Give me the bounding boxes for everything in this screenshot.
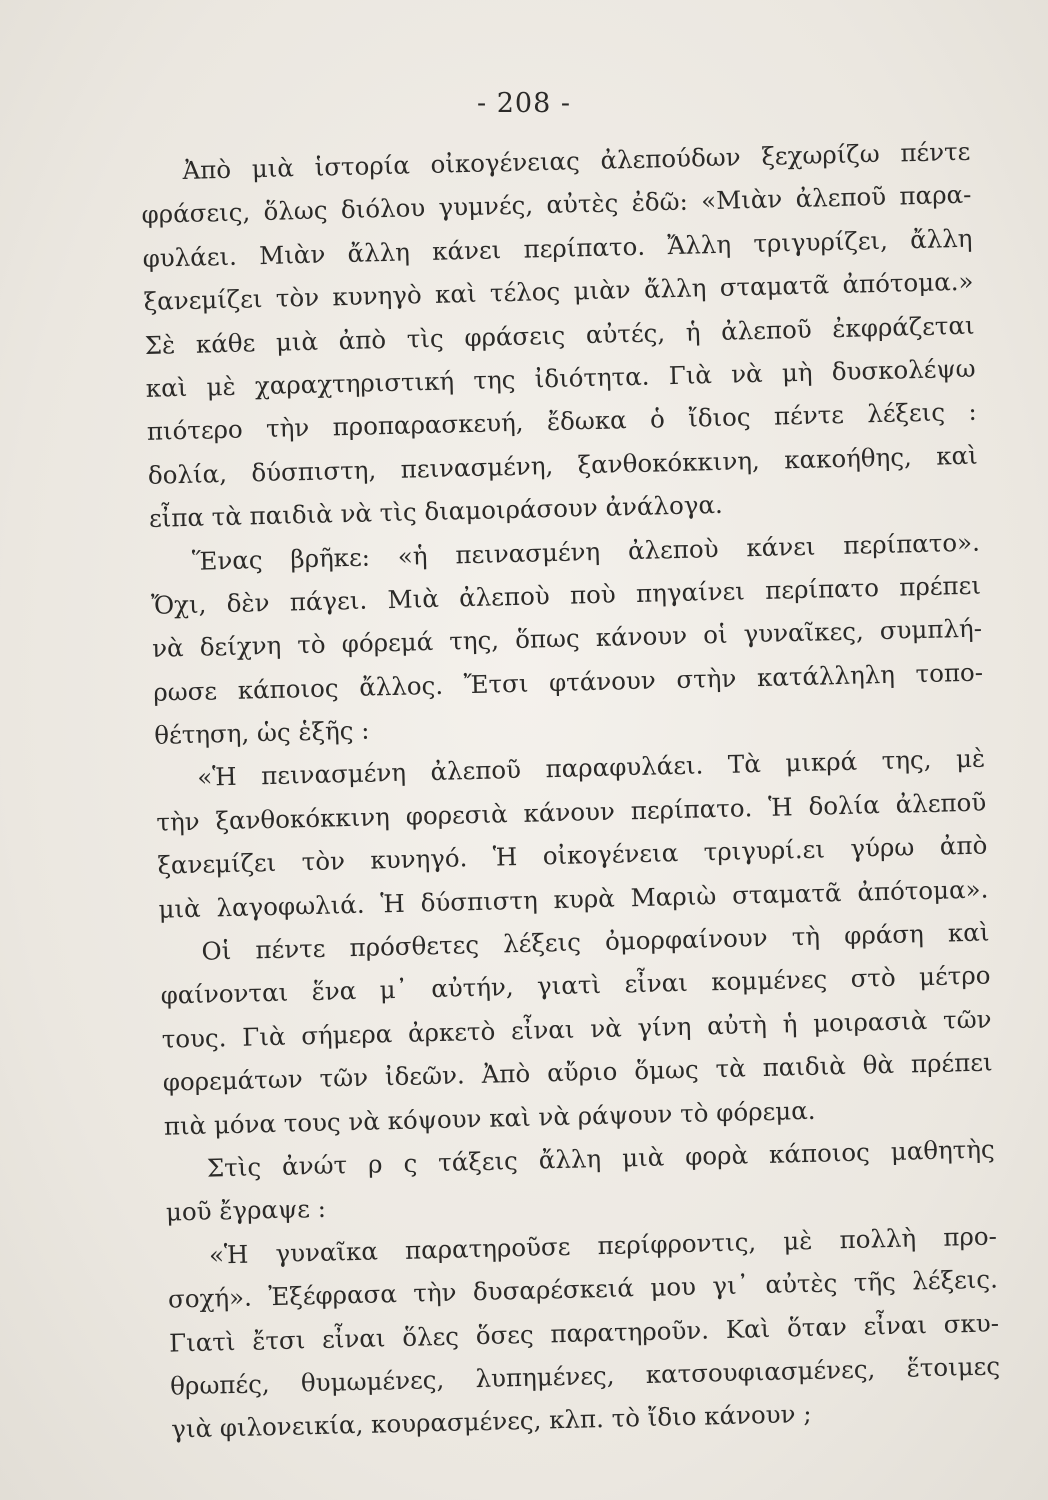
text-line: ρωσε κάποιος ἄλλος. Ἔτσι φτάνουν στὴν κατάλληλη τοπο- <box>152 657 984 707</box>
text-line: φυλάει. Μιὰν ἄλλη κάνει περίπατο. Ἄλλη τριγυρίζει, ἄλλη <box>142 223 973 273</box>
text-line: Ἀπὸ μιὰ ἱστορία οἰκογένειας ἀλεπούδων ξεχωρίζω πέντε <box>182 136 971 185</box>
text-line: Ἕνας βρῆκε: «ἡ πεινασμένη ἀλεποὺ κάνει περίπατο». <box>191 527 981 576</box>
text-line: ξανεμίζει τὸν κυνηγὸ καὶ τέλος μιὰν ἄλλη σταματᾶ ἀπότομα.» <box>143 266 974 317</box>
text-line: φράσεις, ὅλως διόλου γυμνές, αὐτὲς ἐδῶ: «Μιὰν ἀλεποῦ παρα- <box>141 180 972 230</box>
text-line: Οἱ πέντε πρόσθετες λέξεις ὀμορφαίνουν τὴ φράση καὶ <box>201 917 990 966</box>
text-line: ξανεμίζει τὸν κυνηγό. Ἡ οἰκογένεια τριγυρί.ει γύρω ἀπὸ <box>157 830 988 881</box>
text-line: «Ἡ πεινασμένη ἀλεποῦ παραφυλάει. Τὰ μικρά της, μὲ <box>197 744 986 793</box>
text-line: πιότερο τὴν προπαρασκευή, ἔδωκα ὁ ἴδιος πέντε λέξεις : <box>146 396 977 447</box>
page-number: - 208 - <box>477 88 571 119</box>
text-line: θέτηση, ὡς ἑξῆς : <box>153 715 370 750</box>
text-line: γιὰ φιλονεικία, κουρασμένες, κλπ. τὸ ἴδιο κάνουν ; <box>170 1399 812 1444</box>
text-line: Ὄχι, δὲν πάγει. Μιὰ ἀλεποὺ ποὺ πηγαίνει περίπατο πρέπει <box>150 570 982 620</box>
text-line: Στὶς ἀνώτ ρ ς τάξεις ἄλλη μιὰ φορὰ κάποιος μαθητὴς <box>206 1134 996 1183</box>
body-text <box>140 130 1002 1452</box>
text-line: μιὰ λαγοφωλιά. Ἡ δύσπιστη κυρὰ Μαριὼ σταματᾶ ἀπότομα». <box>158 874 989 924</box>
text-line: πιὰ μόνα τους νὰ κόψουν καὶ νὰ ράψουν τὸ φόρεμα. <box>163 1095 816 1141</box>
text-line: τὴν ξανθοκόκκινη φορεσιὰ κάνουν περίπατο. Ἡ δολία ἀλεποῦ <box>156 787 987 837</box>
text-line: νὰ δείχνη τὸ φόρεμά της, ὅπως κάνουν οἱ γυναῖκες, συμπλή- <box>151 613 983 664</box>
text-line: δολία, δύσπιστη, πεινασμένη, ξανθοκόκκινη, κακοήθης, καὶ <box>147 440 979 490</box>
text-line: τους. Γιὰ σήμερα ἀρκετὸ εἶναι νὰ γίνη αὐτὴ ἡ μοιρασιὰ τῶν <box>161 1004 992 1054</box>
text-line: καὶ μὲ χαραχτηριστική της ἰδιότητα. Γιὰ νὰ μὴ δυσκολέψω <box>145 353 976 403</box>
text-line: φαίνονται ἕνα μ᾽ αὐτήν, γιατὶ εἶναι κομμένες στὸ μέτρο <box>160 960 991 1011</box>
text-line: εἶπα τὰ παιδιὰ νὰ τὶς διαμοιράσουν ἀνάλογα. <box>148 489 724 534</box>
text-line: «Ἡ γυναῖκα παρατηροῦσε περίφροντις, μὲ πολλὴ προ- <box>208 1221 998 1270</box>
text-line: μοῦ ἔγραψε : <box>165 1194 327 1228</box>
text-line: σοχή». Ἐξέφρασα τὴν δυσαρέσκειά μου γι᾽ αὐτὲς τῆς λέξεις. <box>167 1264 999 1314</box>
text-line: Γιατὶ ἔτσι εἶναι ὅλες ὅσες παρατηροῦν. Καὶ ὅταν εἶναι σκυ- <box>168 1307 1000 1358</box>
text-line: θρωπές, θυμωμένες, λυπημένες, κατσουφιασμένες, ἕτοιμες <box>169 1351 1001 1401</box>
text-line: φορεμάτων τῶν ἰδεῶν. Ἀπὸ αὔριο ὅμως τὰ παιδιὰ θὰ πρέπει <box>162 1047 993 1097</box>
text-line: Σὲ κάθε μιὰ ἀπὸ τὶς φράσεις αὐτές, ἡ ἀλεποῦ ἐκφράζεται <box>144 310 975 360</box>
